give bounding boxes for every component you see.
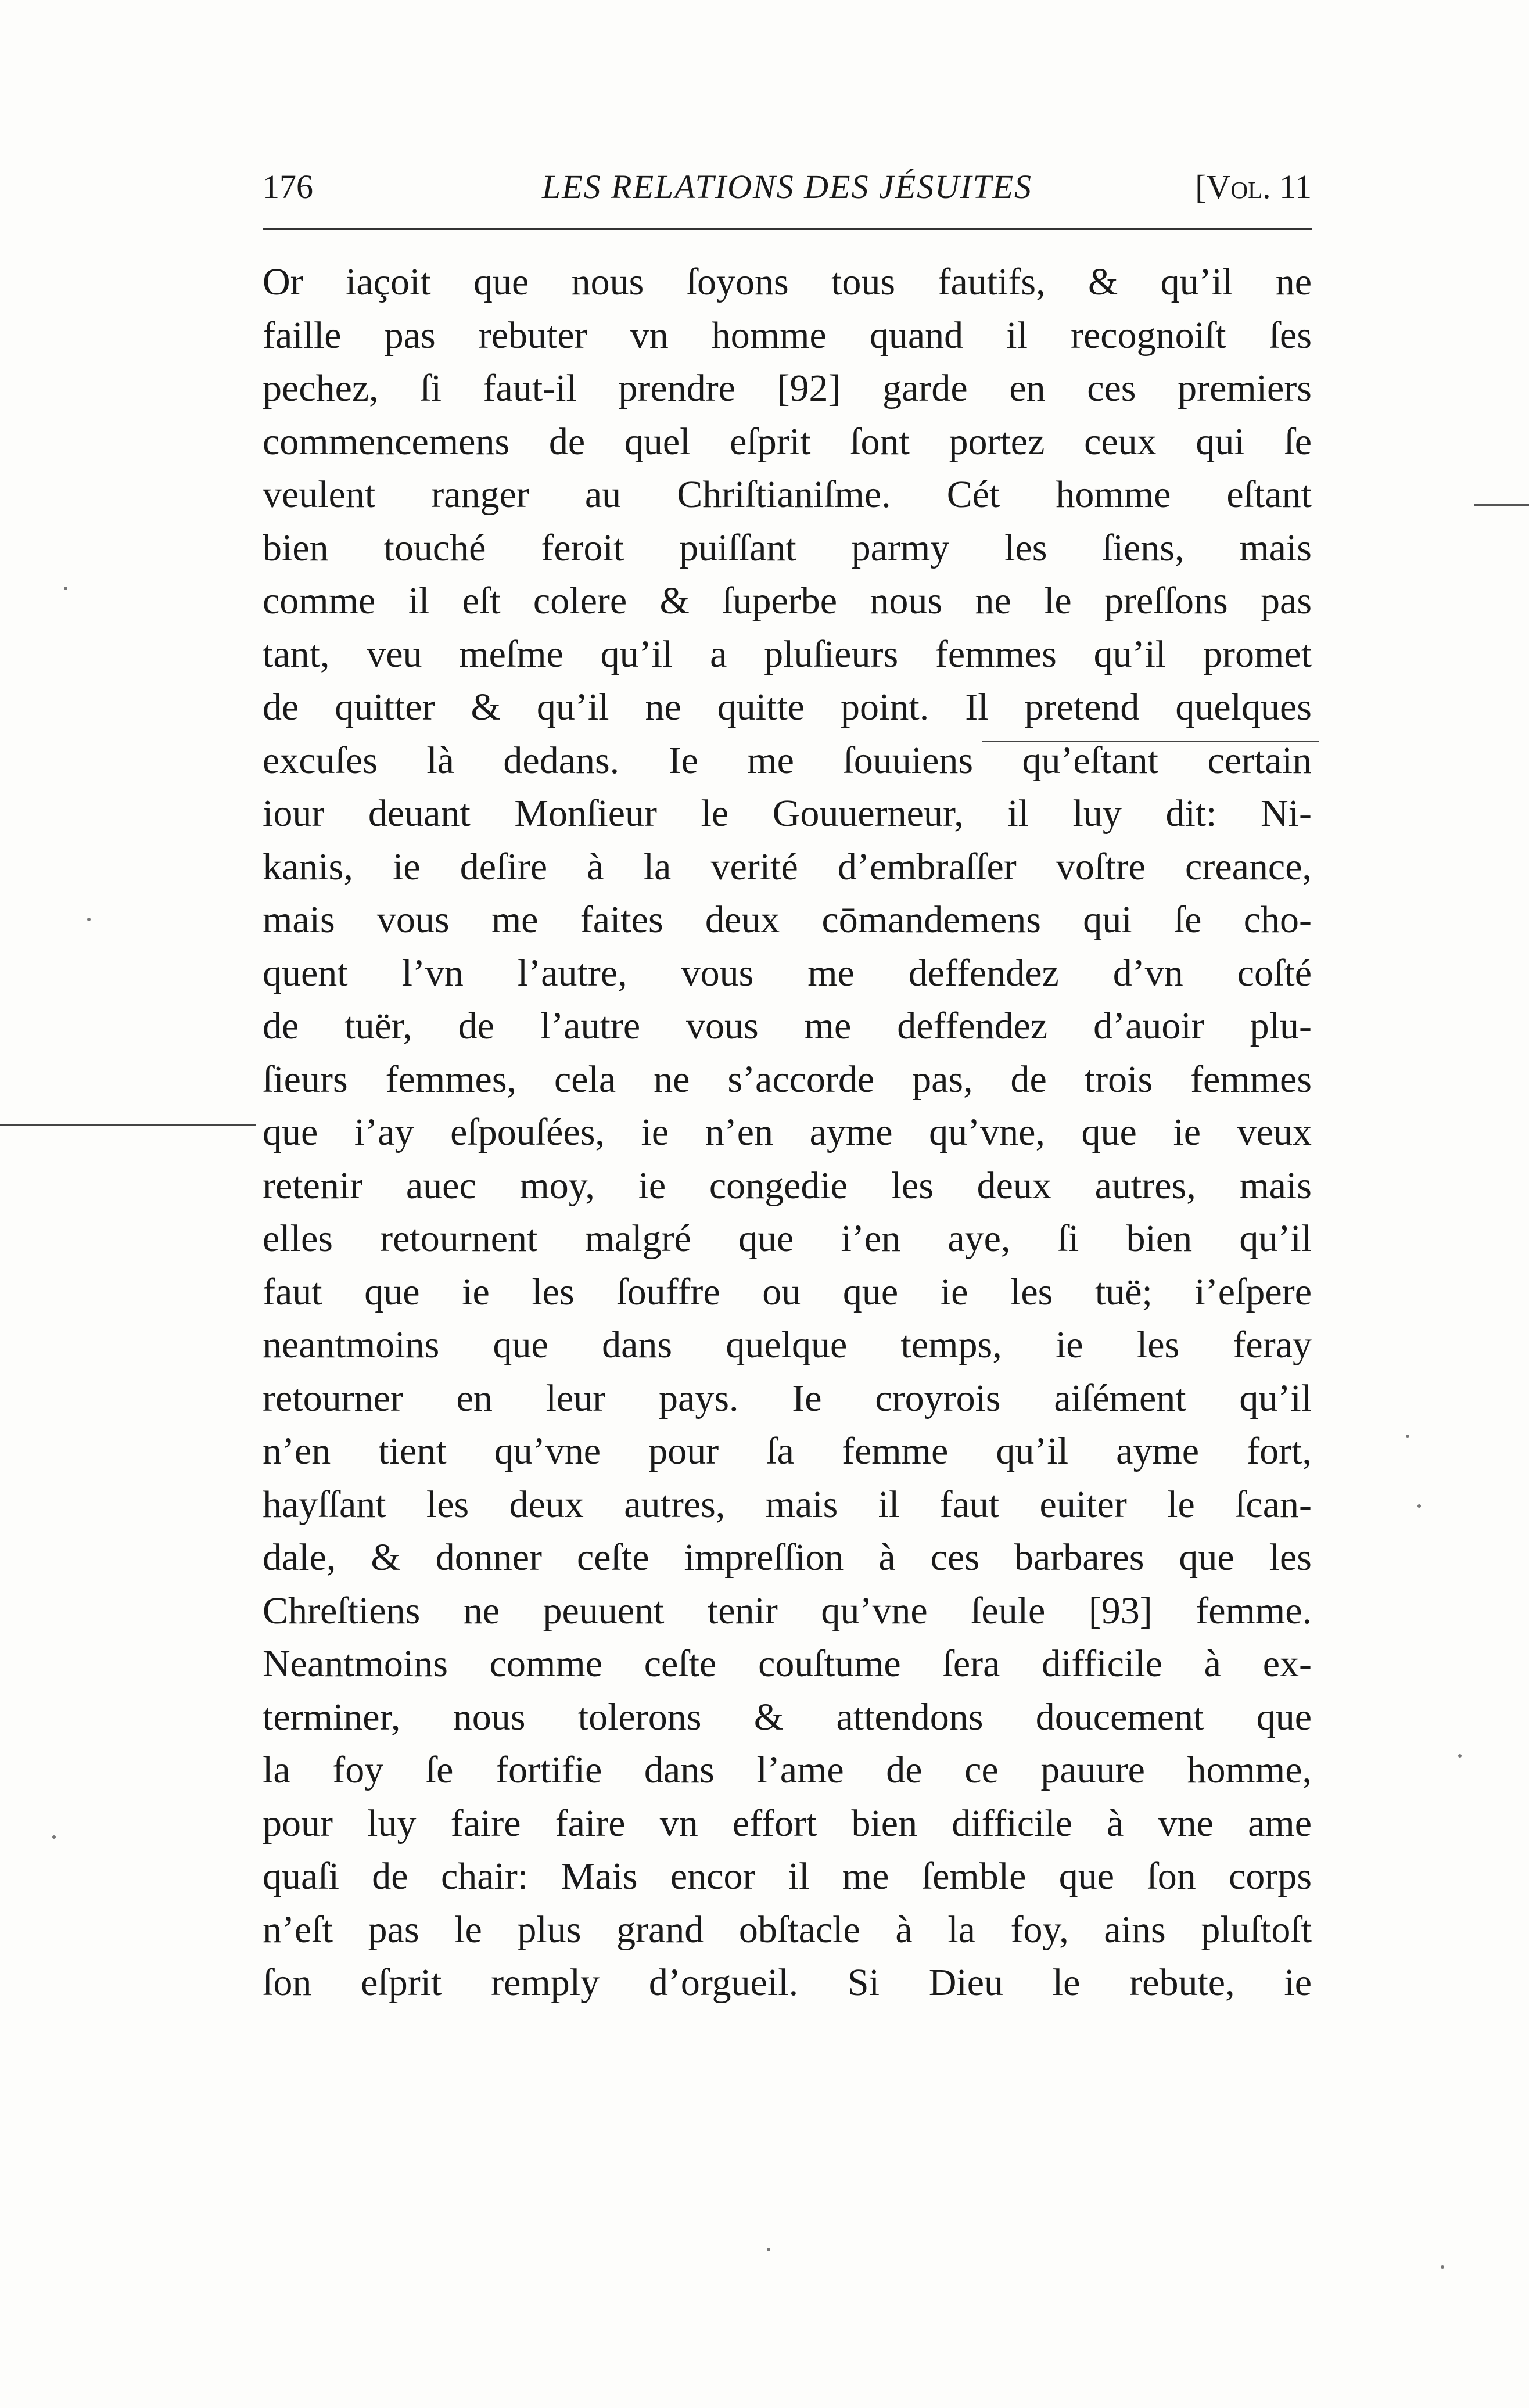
text-line: quaſi de chair: Mais encor il me ſemble que ſon corps: [263, 1855, 1312, 1897]
text-line: ſon eſprit remply d’orgueil. Si Dieu le rebute, ie: [263, 1961, 1312, 2004]
text-line: n’en tient qu’vne pour ſa femme qu’il ayme fort,: [263, 1430, 1312, 1472]
text-line: la foy ſe fortifie dans l’ame de ce pauure homme,: [263, 1749, 1312, 1791]
paper-speck: [1417, 1504, 1421, 1508]
text-line: kanis, ie deſire à la verité d’embraſſer voſtre creance,: [263, 845, 1312, 888]
text-line: neantmoins que dans quelque temps, ie les feray: [263, 1324, 1312, 1366]
volume-label: [Vol. 11: [1195, 168, 1312, 206]
text-line: retenir auec moy, ie congedie les deux autres, mais: [263, 1164, 1312, 1207]
text-line: faille pas rebuter vn homme quand il recognoiſt ſes: [263, 314, 1312, 357]
text-line: quent l’vn l’autre, vous me deffendez d’vn coſté: [263, 951, 1312, 994]
text-line: bien touché feroit puiſſant parmy les ſiens, mais: [263, 526, 1312, 569]
text-line: Chreſtiens ne peuuent tenir qu’vne ſeule [93] femme.: [263, 1589, 1312, 1632]
running-title: LES RELATIONS DES JÉSUITES: [541, 168, 1033, 206]
paper-speck: [52, 1835, 56, 1839]
header-rule: [263, 228, 1312, 230]
text-line: excuſes là dedans. Ie me ſouuiens qu’eſtant certain: [263, 739, 1312, 782]
paper-speck: [1458, 1754, 1462, 1758]
running-head: [263, 164, 1312, 210]
margin-mark-right: [1474, 504, 1529, 506]
text-line: faut que ie les ſouffre ou que ie les tuë; i’eſpere: [263, 1270, 1312, 1313]
paper-speck: [1406, 1435, 1409, 1438]
text-line: pour luy faire faire vn effort bien difficile à vne ame: [263, 1802, 1312, 1845]
margin-mark-left: [0, 1124, 256, 1126]
text-line: ſieurs femmes, cela ne s’accorde pas, de trois femmes: [263, 1058, 1312, 1101]
text-line: hayſſant les deux autres, mais il faut euiter le ſcan-: [263, 1483, 1312, 1526]
text-line: de quitter & qu’il ne quitte point. Il pretend quelques: [263, 686, 1312, 728]
text-line: commencemens de quel eſprit ſont portez ceux qui ſe: [263, 420, 1312, 463]
paper-speck: [64, 587, 67, 590]
text-line: elles retournent malgré que i’en aye, ſi bien qu’il: [263, 1217, 1312, 1260]
text-line: dale, & donner ceſte impreſſion à ces barbares que les: [263, 1536, 1312, 1579]
text-line: de tuër, de l’autre vous me deffendez d’auoir plu-: [263, 1005, 1312, 1047]
text-line: terminer, nous tolerons & attendons doucement que: [263, 1695, 1312, 1738]
text-line: que i’ay eſpouſées, ie n’en ayme qu’vne, que ie veux: [263, 1111, 1312, 1153]
text-line: n’eſt pas le plus grand obſtacle à la foy, ains pluſtoſt: [263, 1908, 1312, 1951]
text-line: Neantmoins comme ceſte couſtume ſera difficile à ex-: [263, 1643, 1312, 1685]
paper-speck: [1441, 2265, 1444, 2269]
paper-speck: [87, 918, 91, 921]
text-line: iour deuant Monſieur le Gouuerneur, il luy dit: Ni-: [263, 792, 1312, 835]
text-line: mais vous me faites deux cōmandemens qui ſe cho-: [263, 898, 1312, 941]
text-line: comme il eſt colere & ſuperbe nous ne le preſſons pas: [263, 580, 1312, 622]
text-line: pechez, ſi faut-il prendre [92] garde en ces premiers: [263, 367, 1312, 409]
text-line: tant, veu meſme qu’il a pluſieurs femmes qu’il promet: [263, 632, 1312, 675]
underline-mark: [982, 741, 1319, 742]
text-line: veulent ranger au Chriſtianiſme. Cét homme eſtant: [263, 473, 1312, 516]
body-text: [263, 256, 1312, 2010]
page-number: 176: [263, 168, 313, 206]
text-line: retourner en leur pays. Ie croyrois aiſément qu’il: [263, 1376, 1312, 1419]
text-line: Or iaçoit que nous ſoyons tous fautifs, & qu’il ne: [263, 261, 1312, 303]
paper-speck: [767, 2248, 770, 2251]
